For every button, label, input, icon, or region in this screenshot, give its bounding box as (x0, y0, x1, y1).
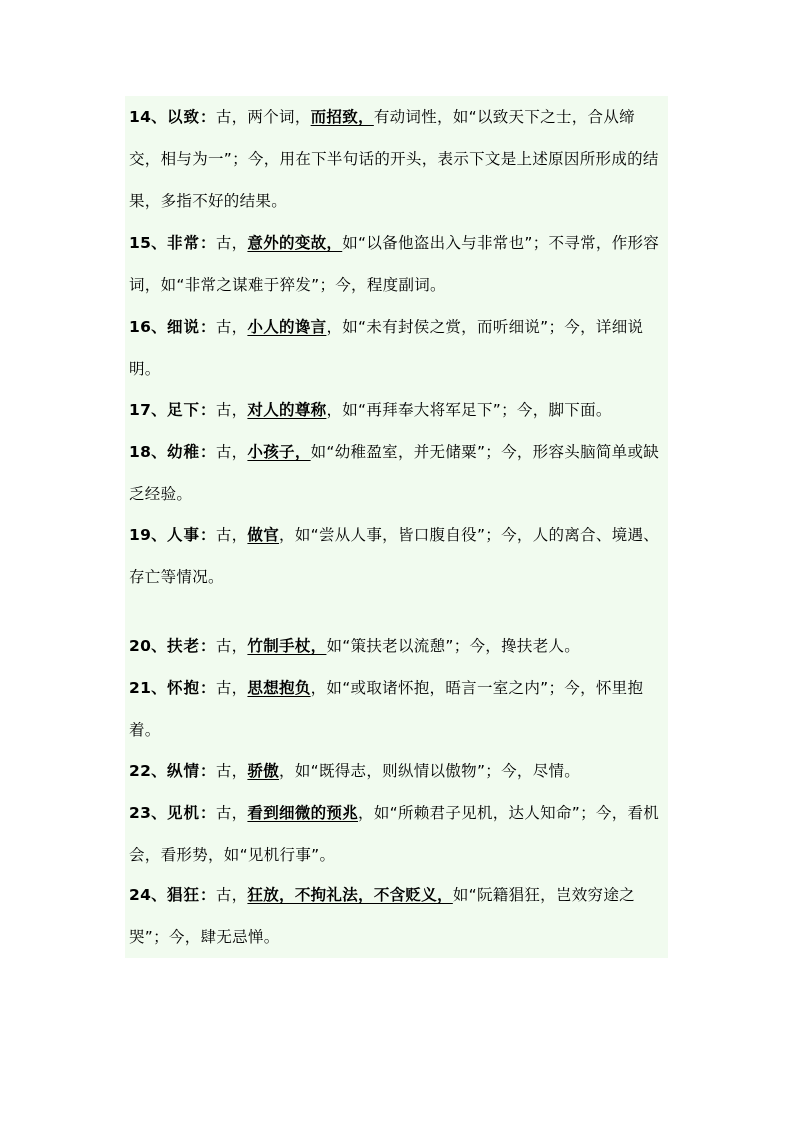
entry-term: 非常 (166, 234, 200, 252)
ancient-meaning: 对人的尊称 (247, 401, 327, 419)
vocab-entry-15 (129, 222, 666, 306)
ancient-label: 古， (215, 318, 248, 336)
vocab-entry-21 (129, 667, 666, 751)
entry-separator: ： (200, 108, 216, 126)
vocab-entry-24 (129, 874, 666, 958)
entry-term: 以致 (166, 108, 200, 126)
entry-term: 纵情 (166, 762, 200, 780)
entry-separator: ： (200, 804, 216, 822)
entry-number: 22、 (129, 762, 167, 780)
ancient-meaning: 而招致， (310, 108, 374, 126)
entry-explanation: ，如“再拜奉大将军足下”；今，脚下面。 (326, 401, 612, 419)
entry-separator: ： (200, 234, 216, 252)
ancient-meaning: 竹制手杖， (247, 637, 327, 655)
ancient-meaning: 狂放，不拘礼法，不含贬义， (247, 886, 453, 904)
ancient-meaning: 小人的谗言 (247, 318, 327, 336)
vocab-entry-23 (129, 792, 666, 876)
entry-number: 23、 (129, 804, 167, 822)
entry-number: 21、 (129, 679, 167, 697)
entry-number: 15、 (129, 234, 167, 252)
entry-separator: ： (200, 637, 216, 655)
entry-explanation: 有动词性，如“以致天下之士，合从缔交，相与为一”；今，用在下半句话的开头，表示下文是上述原因所形成的结果，多指不好的结果。 (129, 108, 659, 210)
entry-explanation: ，如“所赖君子见机，达人知命”；今，看机会，看形势，如“见机行事”。 (129, 804, 660, 864)
vocab-entry-17 (129, 389, 666, 431)
ancient-label: 古， (215, 443, 248, 461)
ancient-label: 古， (215, 804, 248, 822)
ancient-meaning: 小孩子， (247, 443, 311, 461)
entry-separator: ： (200, 886, 216, 904)
entry-explanation: 如“幼稚盈室，并无储粟”；今，形容头脑简单或缺乏经验。 (129, 443, 660, 503)
vocab-entry-19 (129, 514, 666, 598)
entry-separator: ： (200, 443, 216, 461)
ancient-label: 古，两个词， (215, 108, 311, 126)
entry-number: 17、 (129, 401, 167, 419)
entry-explanation: ，如“尝从人事，皆口腹自役”；今，人的离合、境遇、存亡等情况。 (129, 526, 660, 586)
entry-explanation: ，如“既得志，则纵情以傲物”；今，尽情。 (279, 762, 581, 780)
ancient-label: 古， (215, 234, 248, 252)
ancient-meaning: 做官 (247, 526, 280, 544)
entry-separator: ： (200, 679, 216, 697)
entry-separator: ： (200, 526, 216, 544)
vocab-entry-14 (129, 96, 666, 222)
entry-term: 细说 (166, 318, 200, 336)
entry-explanation: ，如“未有封侯之赏，而听细说”；今，详细说明。 (129, 318, 644, 378)
entry-term: 见机 (166, 804, 200, 822)
ancient-label: 古， (215, 526, 248, 544)
vocab-entry-16 (129, 306, 666, 390)
ancient-label: 古， (215, 679, 248, 697)
entry-explanation: 如“阮籍猖狂，岂效穷途之哭”；今，肆无忌惮。 (129, 886, 635, 946)
ancient-meaning: 看到细微的预兆 (247, 804, 359, 822)
entry-number: 18、 (129, 443, 167, 461)
entry-explanation: ，如“或取诸怀抱，晤言一室之内”；今，怀里抱着。 (129, 679, 644, 739)
ancient-label: 古， (215, 637, 248, 655)
entry-explanation: 如“策扶老以流憩”；今，搀扶老人。 (326, 637, 581, 655)
ancient-meaning: 意外的变故， (247, 234, 343, 252)
vocab-entry-20 (129, 625, 666, 667)
ancient-label: 古， (215, 401, 248, 419)
entry-term: 足下 (166, 401, 200, 419)
entry-number: 24、 (129, 886, 167, 904)
ancient-label: 古， (215, 762, 248, 780)
entry-separator: ： (200, 401, 216, 419)
entry-number: 19、 (129, 526, 167, 544)
entry-term: 幼稚 (166, 443, 200, 461)
ancient-label: 古， (215, 886, 248, 904)
entry-term: 怀抱 (166, 679, 200, 697)
ancient-meaning: 骄傲 (247, 762, 280, 780)
entry-term: 猖狂 (166, 886, 200, 904)
entry-explanation: 如“以备他盗出入与非常也”；不寻常，作形容词，如“非常之谋难于猝发”；今，程度副词。 (129, 234, 660, 294)
entry-separator: ： (200, 318, 216, 336)
entry-term: 人事 (166, 526, 200, 544)
ancient-meaning: 思想抱负 (247, 679, 311, 697)
entry-term: 扶老 (166, 637, 200, 655)
vocab-entry-22 (129, 750, 666, 792)
entry-number: 20、 (129, 637, 167, 655)
entry-number: 16、 (129, 318, 167, 336)
vocab-entry-18 (129, 431, 666, 515)
entry-separator: ： (200, 762, 216, 780)
entry-number: 14、 (129, 108, 167, 126)
